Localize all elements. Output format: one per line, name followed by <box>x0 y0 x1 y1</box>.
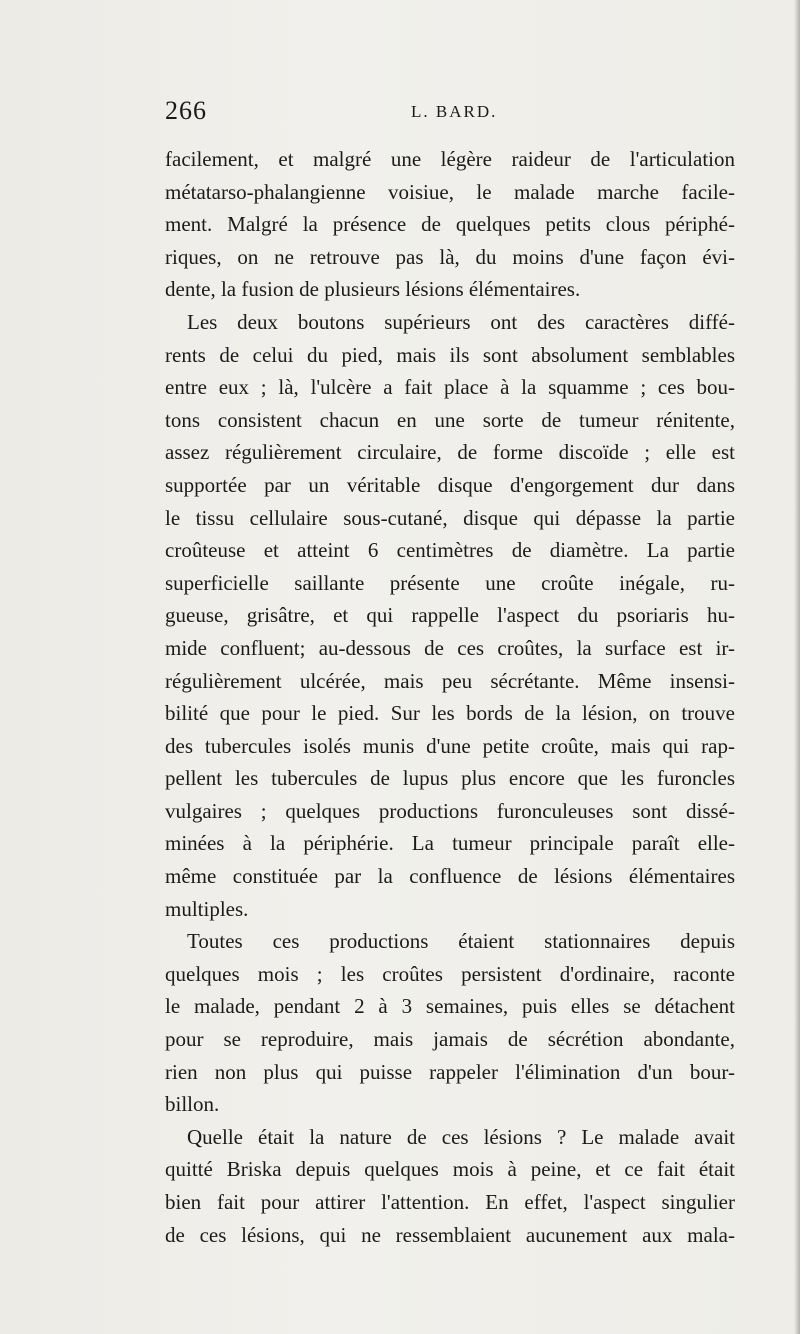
text-line: Quelle était la nature de ces lésions ? Le malade avait <box>187 1124 735 1149</box>
text-line: pellent les tubercules de lupus plus encore que les furoncles <box>165 766 735 791</box>
text-line: supportée par un véritable disque d'engorgement dur dans <box>165 472 735 497</box>
text-line: tons consistent chacun en une sorte de tumeur rénitente, <box>165 407 735 432</box>
text-line: régulièrement ulcérée, mais peu sécrétante. Même insensi- <box>165 668 735 693</box>
text-line: bien fait pour attirer l'attention. En effet, l'aspect singulier <box>165 1190 735 1214</box>
text-line: quitté Briska depuis quelques mois à peine, et ce fait était <box>165 1157 735 1182</box>
text-line: Les deux boutons supérieurs ont des caractères diffé- <box>187 309 735 334</box>
text-line: pour se reproduire, mais jamais de sécrétion abondante, <box>165 1027 735 1052</box>
text-line: riques, on ne retrouve pas là, du moins d'une façon évi- <box>165 244 735 269</box>
running-head: L. BARD. <box>411 102 498 121</box>
page-header <box>165 96 735 130</box>
text-line: billon. <box>165 1092 220 1117</box>
text-line: facilement, et malgré une légère raideur de l'articulation <box>165 147 735 171</box>
text-line: le tissu cellulaire sous-cutané, disque qui dépasse la partie <box>165 505 735 530</box>
text-line: multiples. <box>165 896 249 921</box>
text-line: mide confluent; au-dessous de ces croûtes, la surface est ir- <box>165 635 735 660</box>
body-text <box>165 143 735 1251</box>
text-line: entre eux ; là, l'ulcère a fait place à la squamme ; ces bou- <box>165 375 735 400</box>
text-line: assez régulièrement circulaire, de forme discoïde ; elle est <box>165 440 735 465</box>
text-line: superficielle saillante présente une croûte inégale, ru- <box>165 570 735 595</box>
text-line: ment. Malgré la présence de quelques petits clous périphé- <box>165 212 735 237</box>
text-line: rents de celui du pied, mais ils sont absolument semblables <box>165 342 735 367</box>
text-line: gueuse, grisâtre, et qui rappelle l'aspect du psoriaris hu- <box>165 603 735 628</box>
text-line: même constituée par la confluence de lésions élémentaires <box>165 864 735 889</box>
text-line: dente, la fusion de plusieurs lésions élémentaires. <box>165 277 581 302</box>
text-line: quelques mois ; les croûtes persistent d'ordinaire, raconte <box>165 961 735 986</box>
text-line: métatarso-phalangienne voisiue, le malade marche facile- <box>165 179 735 204</box>
text-line: de ces lésions, qui ne ressemblaient aucunement aux mala- <box>165 1222 735 1247</box>
text-line: le malade, pendant 2 à 3 semaines, puis elles se détachent <box>165 994 735 1019</box>
text-line: Toutes ces productions étaient stationnaires depuis <box>187 929 735 954</box>
text-line: croûteuse et atteint 6 centimètres de diamètre. La partie <box>165 538 735 563</box>
page-edge-shadow <box>794 0 800 1334</box>
text-line: rien non plus qui puisse rappeler l'élimination d'un bour- <box>165 1059 735 1084</box>
page-number: 266 <box>165 96 207 125</box>
text-line: bilité que pour le pied. Sur les bords de la lésion, on trouve <box>165 701 735 726</box>
text-line: des tubercules isolés munis d'une petite croûte, mais qui rap- <box>165 733 735 758</box>
text-line: minées à la périphérie. La tumeur principale paraît elle- <box>165 831 735 856</box>
text-line: vulgaires ; quelques productions furonculeuses sont dissé- <box>165 798 735 823</box>
